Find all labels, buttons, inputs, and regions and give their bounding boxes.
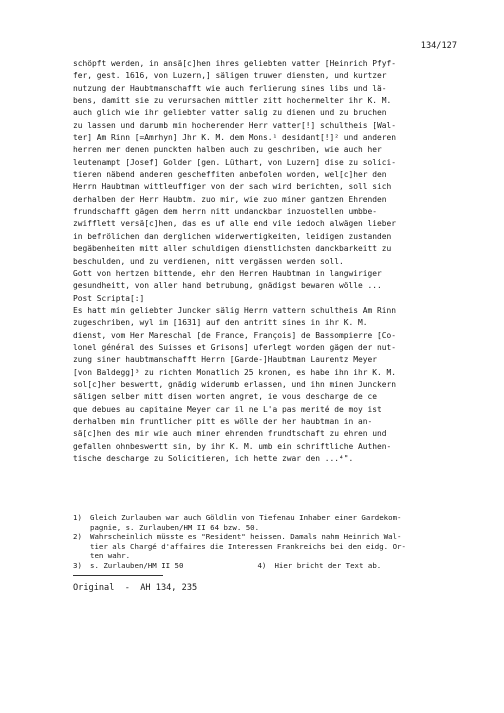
body-line: derhalben der Herr Haubtm. zuo mir, wie zuo miner gantzen Ehrenden <box>73 194 387 204</box>
footnote-number: 4) <box>257 560 267 570</box>
body-line: Herrn Haubtman wittleuffiger von der sach wird berichten, soll sich <box>73 182 392 192</box>
body-line: herren mer denen punckten halben auch zu geschriben, wie auch her <box>73 145 382 155</box>
body-line: derhalben min fruntlicher pitt es wölle der her haubtman in an- <box>73 416 373 426</box>
body-line: ter] Am Rinn [=Amrhyn] Jhr K. M. dem Mons.¹ desidant[!]² und anderen <box>73 133 397 143</box>
footer-rule <box>73 575 163 576</box>
body-line: leutenampt [Josef] Golder [gen. Lüthart, von Luzern] dise zu solici- <box>73 157 397 167</box>
body-line: que debues au capitaine Meyer car il ne L'a pas merité de moy ist <box>73 404 382 414</box>
footnote-2-line <box>73 542 453 552</box>
footnote-4 <box>257 561 381 571</box>
body-line: gefallen ohnbeswertt sin, by ihr K. M. umb ein schriftliche Authen- <box>73 441 392 451</box>
footnote-number: 1) <box>73 513 82 522</box>
footnote-3 <box>73 561 183 571</box>
body-line: bens, damitt sie zu verursachen mittler zitt hochermelter ihr K. M. <box>73 96 392 106</box>
body-line: zwifflett versä[c]hen, das es uf alle end vile iedoch alwägen lieber <box>73 219 397 229</box>
footnote-3-4-line <box>73 561 453 571</box>
body-line: in befrölichen dan derglichen widerwertigkeiten, leidigen zustanden <box>73 231 392 241</box>
body-line: säligen selber mitt disen worten angret, ie vous descharge de ce <box>73 392 378 402</box>
footnote-1-line <box>73 523 453 533</box>
body-line: zung siner haubtmanschafft Herrn [Garde-]Haubtman Laurentz Meyer <box>73 355 378 365</box>
footnote-2-line <box>73 551 453 561</box>
footnote-text: Gleich Zurlauben war auch Göldlin von Tiefenau Inhaber einer Gardekom- <box>90 513 402 522</box>
footnote-text: Wahrscheinlich müsste es "Resident" heissen. Damals nahm Heinrich Wal- <box>90 532 402 541</box>
body-line: beschulden, und zu verdienen, nitt vergässen werden soll. <box>73 256 344 266</box>
body-line: zugeschriben, wyl im [1631] auf den antritt sines in ihr K. M. <box>73 318 368 328</box>
body-line: dienst, vom Her Mareschal [de France, François] de Bassompierre [Co- <box>73 330 397 340</box>
body-line: tische descharge zu Solicitieren, ich hette zwar den ...⁴". <box>73 454 354 463</box>
footnote-number: 2) <box>73 532 82 541</box>
footnote-number: 3) <box>73 560 82 570</box>
body-line: auch glich wie ihr geliebter vatter salig zu dienen und zu bruchen <box>73 108 387 118</box>
body-line: sol[c]her beswertt, gnädig widerumb erlassen, und ihn minen Junckern <box>73 379 397 389</box>
body-line: schöpft werden, in ansä[c]hen ihres geliebten vatter [Heinrich Pfyf- <box>73 59 397 68</box>
body-line: fer, gest. 1616, von Luzern,] säligen truwer diensten, und kurtzer <box>73 71 387 81</box>
letter-body <box>73 58 453 465</box>
body-line: Post Scripta[:] <box>73 293 145 303</box>
body-line: begäbenheiten mitt aller schuldigen dienstlichsten danckbarkeitt zu <box>73 244 392 254</box>
footnote-text: ten wahr. <box>90 551 131 560</box>
footnote-1-line <box>73 513 453 523</box>
body-line: nutzung der Haubtmanschafft wie auch ferlierung sines libs und lä- <box>73 83 387 93</box>
footnote-text: Hier bricht der Text ab. <box>274 560 382 570</box>
footnote-text: tier als Chargé d'affaires die Interessen Frankreichs bei den eidg. Or- <box>90 541 406 551</box>
footnotes <box>73 513 453 570</box>
body-line: gesundheitt, von aller hand betrubung, gnädigst bewaren wölle ... <box>73 281 382 291</box>
body-line: lonel général des Suisses et Grisons] uferlegt worden gägen der nut- <box>73 342 397 352</box>
body-line: [von Baldegg]³ zu richten Monatlich 25 kronen, es habe ihn ihr K. M. <box>73 367 397 377</box>
body-line: Gott von hertzen bittende, ehr den Herren Haubtman in langwiriger <box>73 268 382 278</box>
footnote-text: s. Zurlauben/HM II 50 <box>90 560 184 570</box>
footnote-text: pagnie, s. Zurlauben/HM II 64 bzw. 50. <box>90 522 260 532</box>
body-line: frundschafft gägen dem herrn nitt undanckbar inzuostellen umbbe- <box>73 207 378 217</box>
footnote-2-line <box>73 532 453 542</box>
body-line: sä[c]hen des mir wie auch miner ehrenden frundtschaft zu ehren und <box>73 429 387 439</box>
source-reference: Original - AH 134, 235 <box>73 583 198 593</box>
body-line: Es hatt min geliebter Juncker sälig Herrn vattern schultheis Am Rinn <box>73 305 397 315</box>
body-line: tieren näbend anderen gescheffiten anbefolen worden, wel[c]her den <box>73 170 387 180</box>
page-number: 134/127 <box>420 41 457 51</box>
body-line: zu lassen und darumb min hocherender Herr vatter[!] schultheis [Wal- <box>73 120 397 130</box>
